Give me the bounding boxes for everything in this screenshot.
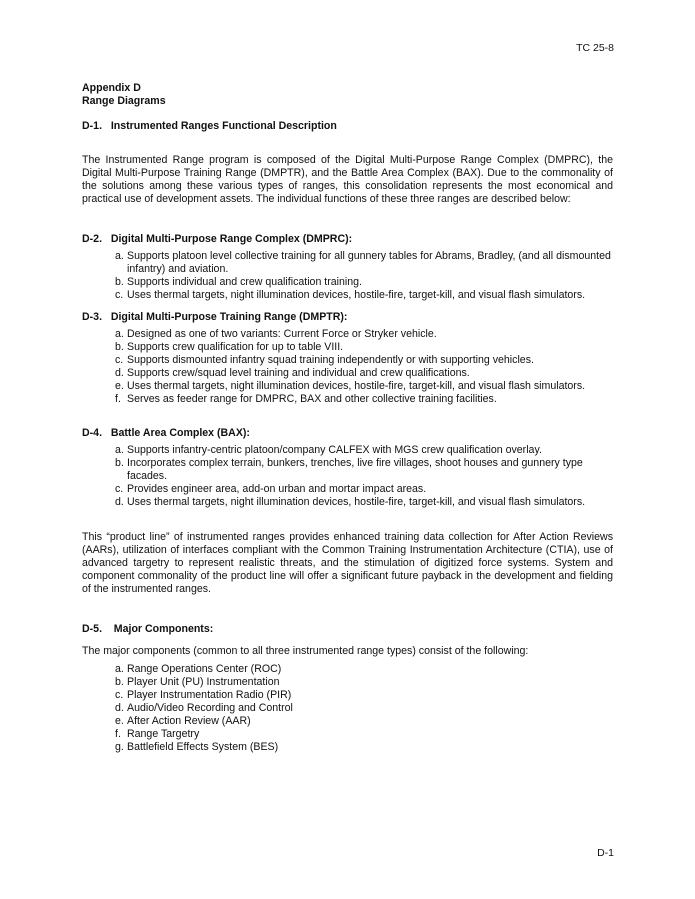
list-item-text: Incorporates complex terrain, bunkers, trenches, live fire villages, shoot houses and gunnery type facades.	[127, 457, 583, 482]
section-heading-d3: D-3. Digital Multi-Purpose Training Range (DMPTR):	[82, 311, 348, 323]
section-heading-d5: D-5. Major Components:	[82, 623, 214, 635]
list-item	[115, 276, 613, 289]
list-item-letter: g.	[115, 741, 124, 753]
list-item-letter: e.	[115, 715, 124, 727]
list-item-letter: a.	[115, 663, 124, 675]
list-item-letter: b.	[115, 276, 124, 288]
list-item-text: Supports crew qualification for up to table VIII.	[127, 341, 344, 353]
list-item	[115, 444, 613, 457]
list-item-text: Player Instrumentation Radio (PIR)	[127, 689, 292, 701]
dmprc-list	[82, 250, 613, 302]
section-heading-d2: D-2. Digital Multi-Purpose Range Complex (DMPRC):	[82, 233, 353, 245]
list-item	[115, 393, 613, 406]
list-item-letter: c.	[115, 289, 124, 301]
list-item-text: Uses thermal targets, night illumination devices, hostile-fire, target-kill, and visual flash simulators.	[127, 496, 586, 508]
list-item-letter: a.	[115, 328, 124, 340]
list-item-letter: a.	[115, 250, 124, 262]
list-item	[115, 367, 613, 380]
list-item	[115, 728, 613, 741]
list-item	[115, 457, 613, 483]
list-item-letter: c.	[115, 354, 124, 366]
list-item-letter: a.	[115, 444, 124, 456]
list-item-text: Audio/Video Recording and Control	[127, 702, 293, 714]
list-item-text: Supports dismounted infantry squad training independently or with supporting vehicles.	[127, 354, 534, 366]
components-list	[82, 663, 613, 754]
list-item	[115, 354, 613, 367]
list-item-letter: b.	[115, 676, 124, 688]
list-item-text: Supports platoon level collective training for all gunnery tables for Abrams, Bradley, (and all dismounted infantry) and aviation.	[127, 250, 611, 275]
list-item	[115, 289, 613, 302]
list-item-text: Designed as one of two variants: Current Force or Stryker vehicle.	[127, 328, 437, 340]
list-item-letter: d.	[115, 367, 124, 379]
list-item-text: Serves as feeder range for DMPRC, BAX and other collective training facilities.	[127, 393, 497, 405]
page-number: D-1	[597, 847, 614, 859]
page-content	[82, 82, 613, 754]
list-item-letter: d.	[115, 702, 124, 714]
list-item-text: Uses thermal targets, night illumination devices, hostile-fire, target-kill, and visual flash simulators.	[127, 380, 586, 392]
list-item-text: Supports crew/squad level training and individual and crew qualifications.	[127, 367, 470, 379]
section-heading-d1: D-1. Instrumented Ranges Functional Description	[82, 120, 337, 132]
list-item-text: Range Operations Center (ROC)	[127, 663, 282, 675]
list-item-letter: c.	[115, 483, 124, 495]
list-item-letter: f.	[115, 393, 121, 405]
list-item	[115, 328, 613, 341]
section-heading-d4: D-4. Battle Area Complex (BAX):	[82, 427, 250, 439]
appendix-subtitle: Range Diagrams	[82, 95, 166, 107]
bax-list	[82, 444, 613, 509]
list-item	[115, 380, 613, 393]
list-item	[115, 496, 613, 509]
list-item	[115, 663, 613, 676]
list-item-text: Supports infantry-centric platoon/company CALFEX with MGS crew qualification overlay.	[127, 444, 542, 456]
list-item-text: Range Targetry	[127, 728, 200, 740]
list-item	[115, 715, 613, 728]
list-item	[115, 741, 613, 754]
list-item-text: Uses thermal targets, night illumination devices, hostile-fire, target-kill, and visual flash simulators.	[127, 289, 586, 301]
document-id: TC 25-8	[576, 42, 614, 54]
list-item	[115, 689, 613, 702]
list-item	[115, 341, 613, 354]
product-line-paragraph: This “product line” of instrumented ranges provides enhanced training data collection for After Action Reviews (AARs), utilization of interfaces compliant with the Common Training Instrumentation Architecture (CTIA), use of advanced targetry to represent realistic threats, and the stimulation of digitized force systems. System and component commonality of the product line will offer a significant future payback in the development and fielding of the instrumented ranges.	[82, 531, 613, 595]
list-item-letter: b.	[115, 341, 124, 353]
list-item	[115, 702, 613, 715]
dmptr-list	[82, 328, 613, 406]
list-item-letter: f.	[115, 728, 121, 740]
list-item-letter: d.	[115, 496, 124, 508]
list-item-text: Player Unit (PU) Instrumentation	[127, 676, 280, 688]
appendix-title: Appendix D	[82, 82, 141, 94]
list-item-letter: b.	[115, 457, 124, 469]
list-item	[115, 483, 613, 496]
list-item	[115, 250, 613, 276]
list-item-letter: c.	[115, 689, 124, 701]
list-item-text: Supports individual and crew qualification training.	[127, 276, 362, 288]
components-intro: The major components (common to all three instrumented range types) consist of the following:	[82, 645, 529, 657]
list-item-text: Provides engineer area, add-on urban and mortar impact areas.	[127, 483, 427, 495]
list-item-text: Battlefield Effects System (BES)	[127, 741, 279, 753]
list-item-letter: e.	[115, 380, 124, 392]
list-item	[115, 676, 613, 689]
intro-paragraph: The Instrumented Range program is composed of the Digital Multi-Purpose Range Complex (DMPRC), the Digital Multi-Purpose Training Range (DMPTR), and the Battle Area Complex (BAX). Due to the commonality of the solutions among these various types of ranges, this consolidation represents the most economical and practical use of development assets. The individual functions of these three ranges are described below:	[82, 154, 613, 205]
list-item-text: After Action Review (AAR)	[127, 715, 251, 727]
